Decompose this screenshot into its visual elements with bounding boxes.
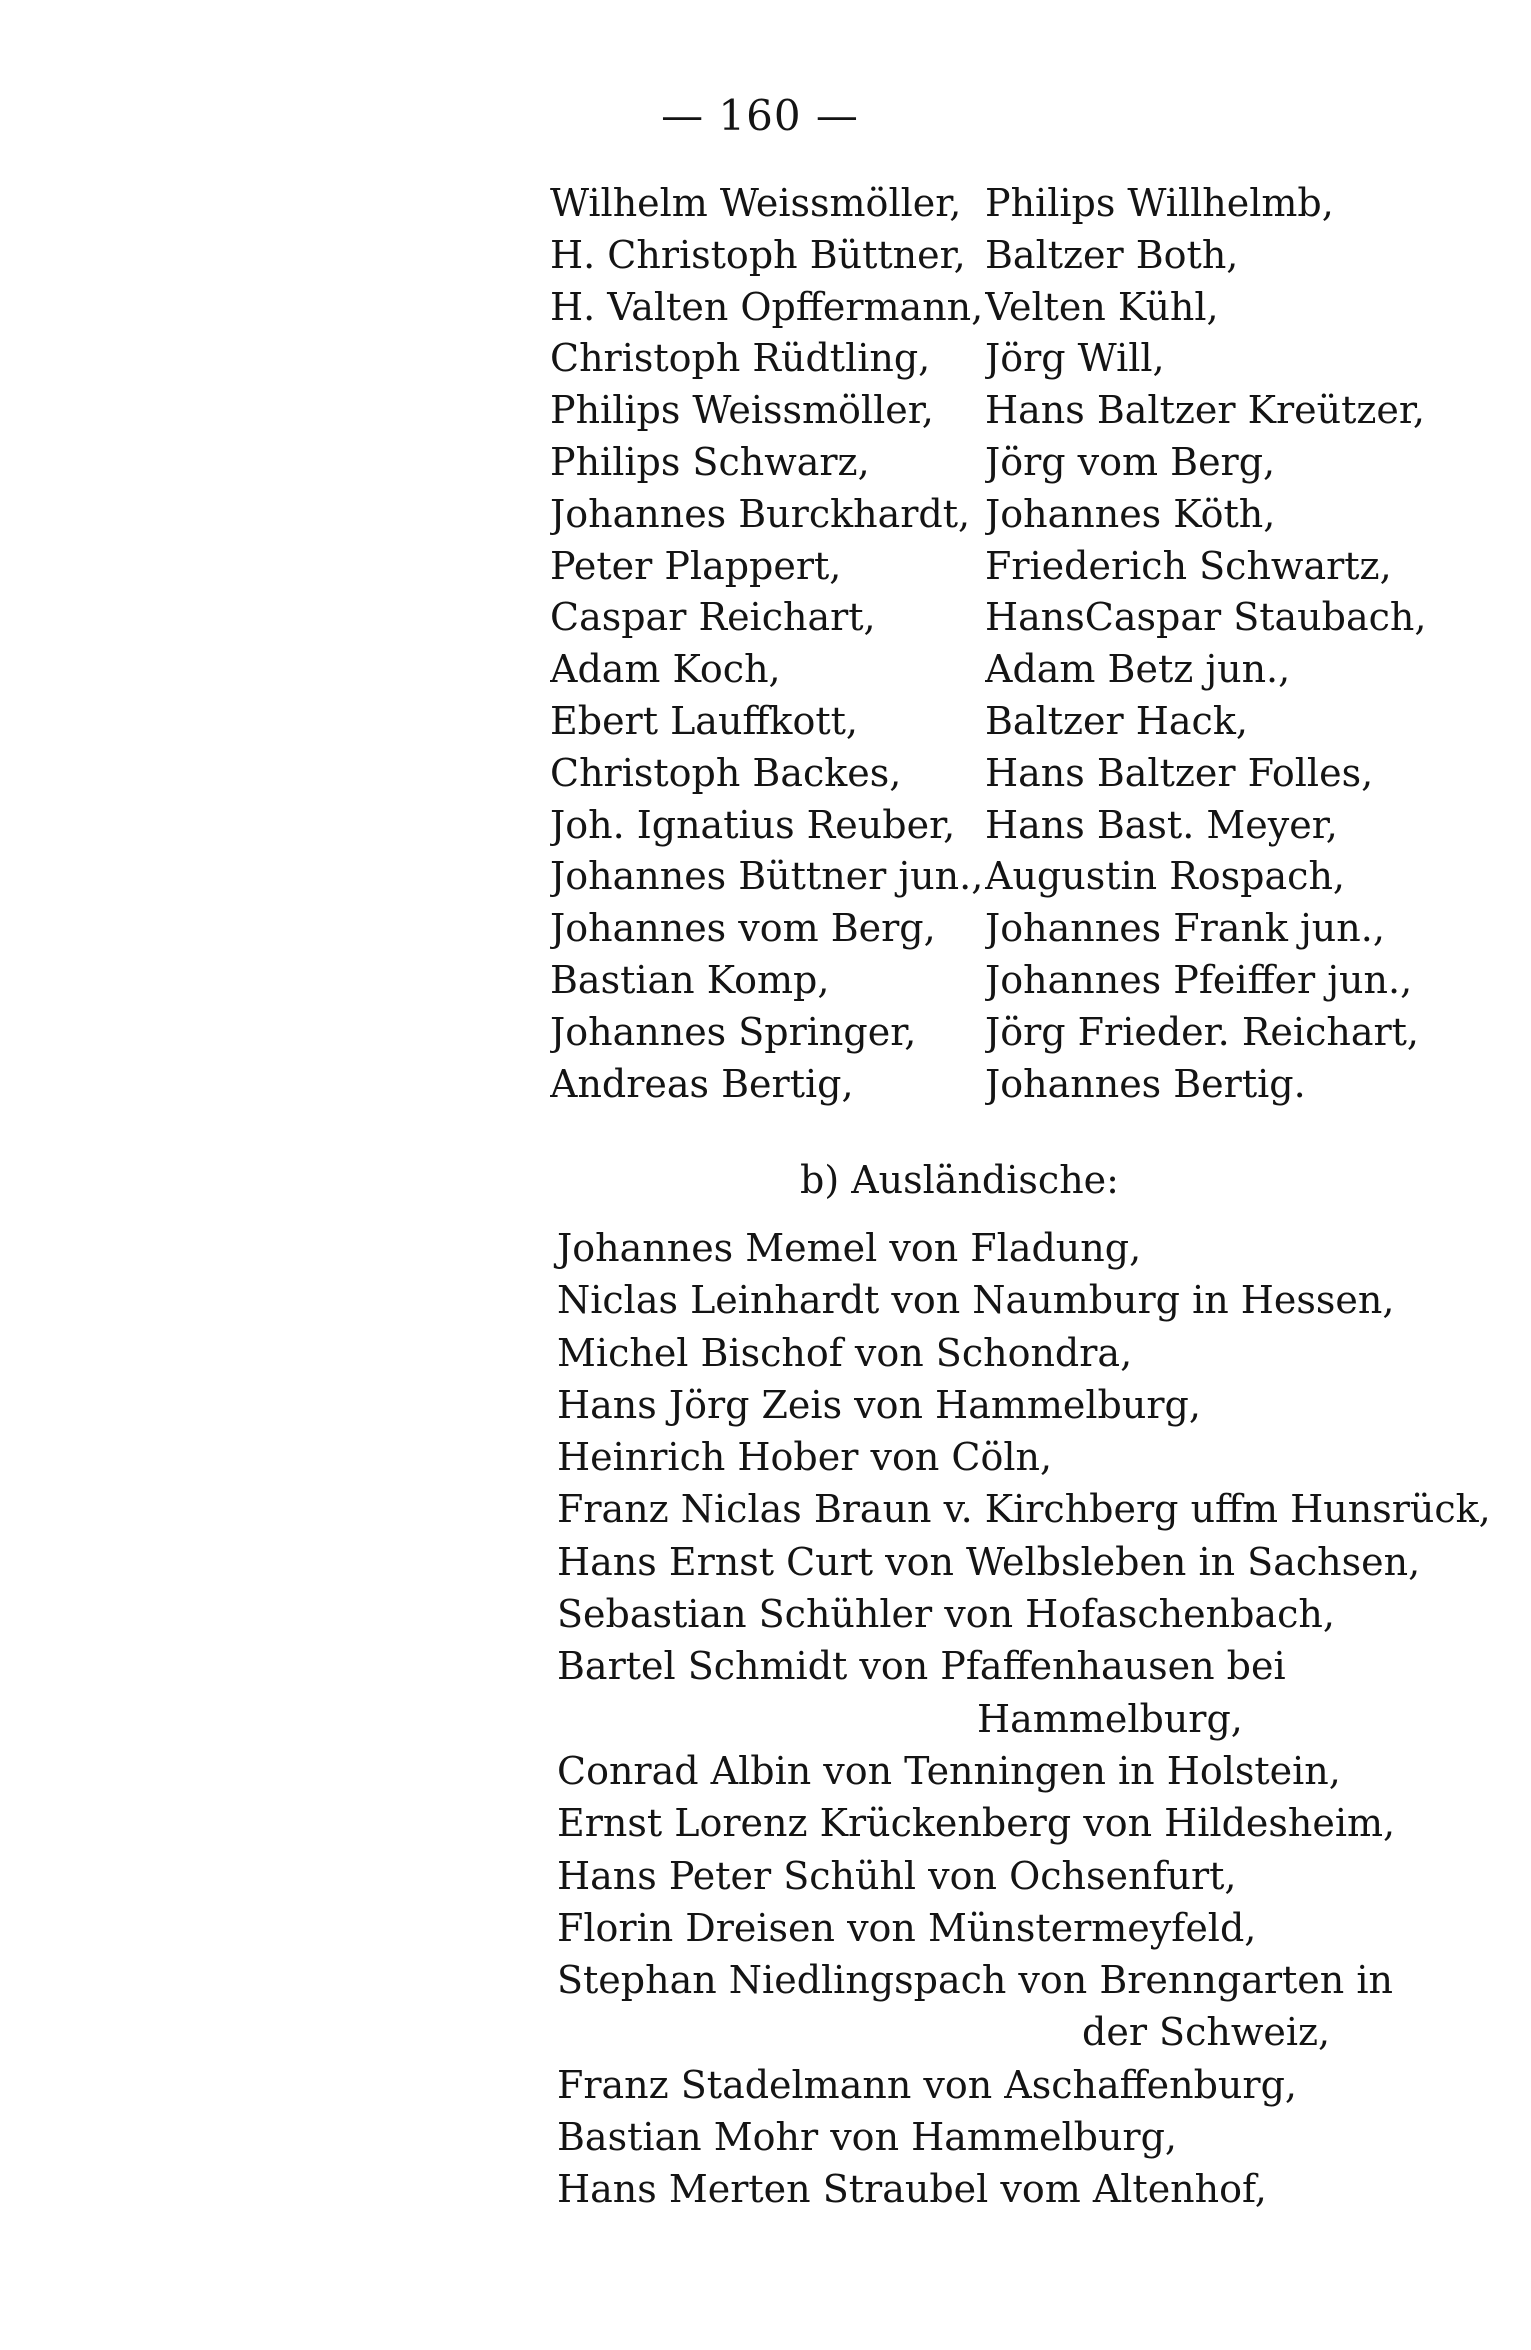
name-right-column: Hans Bast. Meyer, xyxy=(985,802,1338,847)
name-left-column: Bastian Komp, xyxy=(550,957,830,1002)
name-right-column: Baltzer Hack, xyxy=(985,698,1248,743)
list-item: Ernst Lorenz Krückenberg von Hildesheim, xyxy=(557,1801,1396,1846)
name-right-column: Jörg Frieder. Reichart, xyxy=(985,1009,1419,1054)
name-right-column: Jörg vom Berg, xyxy=(985,439,1276,484)
list-item: Franz Stadelmann von Aschaffenburg, xyxy=(557,2062,1297,2107)
list-item: Niclas Leinhardt von Naumburg in Hessen, xyxy=(557,1278,1395,1323)
name-right-column: Johannes Pfeiffer jun., xyxy=(985,957,1413,1002)
list-item: Michel Bischof von Schondra, xyxy=(557,1330,1133,1375)
name-right-column: Augustin Rospach, xyxy=(985,854,1345,899)
name-left-column: Christoph Backes, xyxy=(550,750,902,795)
list-item: Conrad Albin von Tenningen in Holstein, xyxy=(557,1748,1341,1793)
name-left-column: Johannes Springer, xyxy=(550,1009,917,1054)
page-number: — 160 — xyxy=(661,91,859,140)
list-item: Hans Ernst Curt von Welbsleben in Sachsen, xyxy=(557,1539,1421,1584)
name-left-column: Joh. Ignatius Reuber, xyxy=(550,802,956,847)
name-right-column: HansCaspar Staubach, xyxy=(985,595,1427,640)
name-right-column: Johannes Köth, xyxy=(985,491,1276,536)
name-right-column: Hans Baltzer Folles, xyxy=(985,750,1374,795)
local-names-list xyxy=(550,178,1450,1110)
name-left-column: Caspar Reichart, xyxy=(550,595,876,640)
name-left-column: Wilhelm Weissmöller, xyxy=(550,181,962,225)
name-left-column: Ebert Lauffkott, xyxy=(550,698,858,743)
list-item: Heinrich Hober von Cöln, xyxy=(557,1435,1053,1480)
name-right-column: Johannes Frank jun., xyxy=(985,906,1385,951)
list-item: Hans Jörg Zeis von Hammelburg, xyxy=(557,1382,1201,1427)
name-left-column: Johannes vom Berg, xyxy=(550,906,936,951)
name-right-column: Hans Baltzer Kreützer, xyxy=(985,388,1425,433)
list-item: Bastian Mohr von Hammelburg, xyxy=(557,2115,1177,2160)
name-right-column: Johannes Bertig. xyxy=(985,1061,1306,1106)
list-item: Johannes Memel von Fladung, xyxy=(557,1226,1142,1270)
list-item: Franz Niclas Braun v. Kirchberg uffm Hunsrück, xyxy=(557,1487,1491,1532)
list-item: Hans Merten Straubel vom Altenhof, xyxy=(557,2167,1267,2212)
name-left-column: Johannes Burckhardt, xyxy=(550,491,971,536)
name-right-column: Baltzer Both, xyxy=(985,232,1239,277)
name-right-column: Velten Kühl, xyxy=(985,284,1219,329)
section-heading: b) Ausländische: xyxy=(800,1158,1119,1202)
name-left-column: Adam Koch, xyxy=(550,647,781,692)
name-left-column: Philips Weissmöller, xyxy=(550,388,934,433)
name-left-column: Philips Schwarz, xyxy=(550,439,870,484)
name-right-column: Jörg Will, xyxy=(985,336,1165,381)
name-left-column: Johannes Büttner jun., xyxy=(550,854,984,899)
list-item-continuation: Hammelburg, xyxy=(977,1696,1243,1741)
name-right-column: Adam Betz jun., xyxy=(985,647,1291,692)
list-item: Sebastian Schühler von Hofaschenbach, xyxy=(557,1592,1335,1637)
name-right-column: Friederich Schwartz, xyxy=(985,543,1392,588)
list-item: Bartel Schmidt von Pfaffenhausen bei xyxy=(557,1644,1286,1689)
list-item: Florin Dreisen von Münstermeyfeld, xyxy=(557,1905,1257,1950)
name-right-column: Philips Willhelmb, xyxy=(985,181,1334,225)
name-left-column: H. Valten Opffermann, xyxy=(550,284,984,329)
name-left-column: H. Christoph Büttner, xyxy=(550,232,966,277)
foreign-names-list xyxy=(557,1222,1491,2216)
list-item: Hans Peter Schühl von Ochsenfurt, xyxy=(557,1853,1237,1898)
name-left-column: Peter Plappert, xyxy=(550,543,842,588)
list-item: Stephan Niedlingspach von Brenngarten in xyxy=(557,1958,1393,2003)
list-item-continuation: der Schweiz, xyxy=(1082,2010,1331,2055)
name-left-column: Christoph Rüdtling, xyxy=(550,336,931,381)
name-left-column: Andreas Bertig, xyxy=(550,1061,854,1106)
